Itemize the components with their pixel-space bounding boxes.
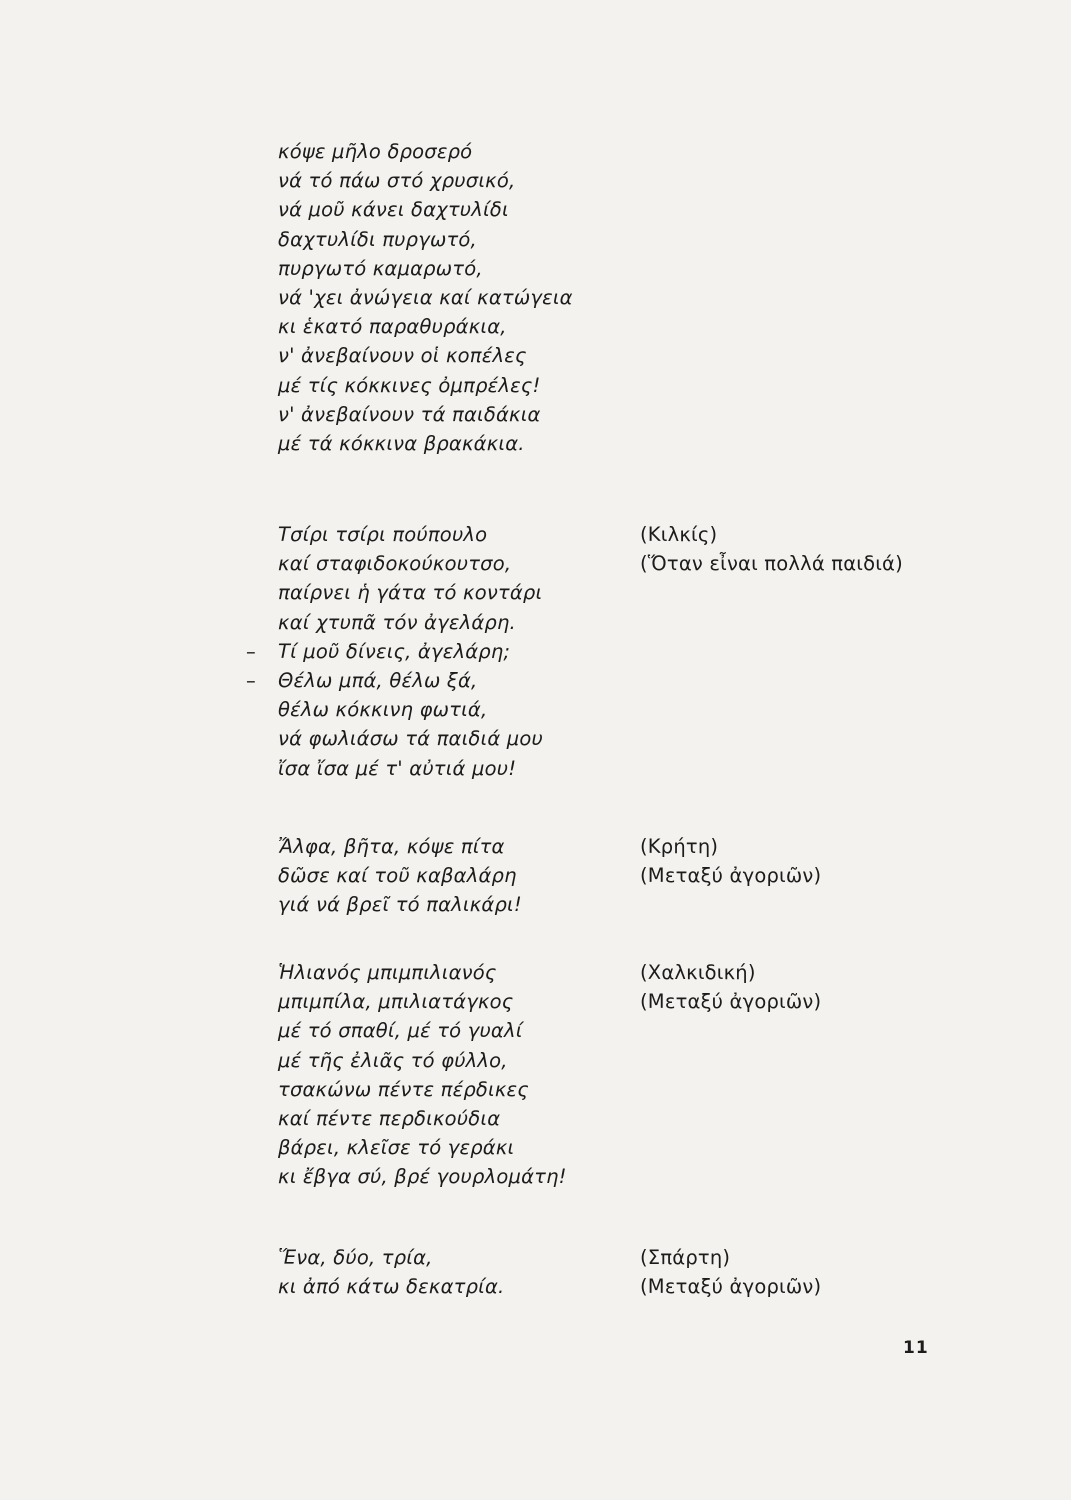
verse-line-dialogue <box>246 637 638 666</box>
verse-block <box>246 520 638 783</box>
verse-line-text: Τί μοῦ δίνεις, ἀγελάρη; <box>278 639 511 663</box>
verse-line: ν' ἀνεβαίνουν τά παιδάκια <box>278 402 541 426</box>
note-region: (Χαλκιδική) <box>640 961 756 984</box>
verse-line: μέ τίς κόκκινες ὀμπρέλες! <box>278 373 541 397</box>
note-context: (Μεταξύ ἀγοριῶν) <box>640 864 822 888</box>
verse-line: Τσίρι τσίρι πούπουλο <box>278 523 488 546</box>
note-context: (Ὅταν εἶναι πολλά παιδιά) <box>640 552 903 576</box>
verse-block <box>278 958 638 1192</box>
note-region: (Κρήτη) <box>640 835 719 858</box>
note-context: (Μεταξύ ἀγοριῶν) <box>640 990 822 1014</box>
verse-line: γιά νά βρεῖ τό παλικάρι! <box>278 893 522 917</box>
verse-line: πυργωτό καμαρωτό, <box>278 256 483 280</box>
verse-line: δῶσε καί τοῦ καβαλάρη <box>278 864 517 888</box>
verse-line: θέλω κόκκινη φωτιά, <box>278 698 488 722</box>
verse-line: μέ τῆς ἐλιᾶς τό φύλλο, <box>278 1048 508 1072</box>
verse-line: Ἡλιανός μπιμπιλιανός <box>278 961 497 984</box>
verse-line: Ἕνα, δύο, τρία, <box>278 1246 433 1269</box>
source-note <box>640 958 900 1016</box>
verse-line: μέ τό σπαθί, μέ τό γυαλί <box>278 1019 523 1043</box>
note-context: (Μεταξύ ἀγοριῶν) <box>640 1275 822 1299</box>
verse-block <box>278 832 638 920</box>
source-note <box>640 520 903 578</box>
verse-line: κόψε μῆλο δροσερό <box>278 140 473 163</box>
page-number: 11 <box>903 1338 929 1358</box>
verse-line: ν' ἀνεβαίνουν οἱ κοπέλες <box>278 344 527 368</box>
verse-line: νά 'χει ἀνώγεια καί κατώγεια <box>278 286 573 310</box>
verse-line-dialogue <box>246 666 638 695</box>
verse-line: καί πέντε περδικούδια <box>278 1107 501 1131</box>
dialogue-dash: – <box>246 669 256 693</box>
verse-line: νά μοῦ κάνει δαχτυλίδι <box>278 198 509 222</box>
verse-block <box>278 137 638 458</box>
verse-line: δαχτυλίδι πυργωτό, <box>278 227 477 251</box>
note-region: (Σπάρτη) <box>640 1246 731 1269</box>
verse-line-text: Θέλω μπά, θέλω ξά, <box>278 669 478 693</box>
verse-block <box>278 1243 638 1301</box>
verse-line: Ἄλφα, βῆτα, κόψε πίτα <box>278 835 505 858</box>
note-region: (Κιλκίς) <box>640 523 718 546</box>
source-note <box>640 1243 900 1301</box>
verse-line: τσακώνω πέντε πέρδικες <box>278 1077 529 1101</box>
verse-line: ἴσα ἴσα μέ τ' αὐτιά μου! <box>278 756 517 780</box>
verse-line: μπιμπίλα, μπιλιατάγκος <box>278 990 514 1014</box>
verse-line: κι ἔβγα σύ, βρέ γουρλομάτη! <box>278 1165 567 1189</box>
dialogue-dash: – <box>246 639 256 663</box>
verse-line: νά φωλιάσω τά παιδιά μου <box>278 727 544 751</box>
verse-line: βάρει, κλεῖσε τό γεράκι <box>278 1136 515 1160</box>
verse-line: μέ τά κόκκινα βρακάκια. <box>278 432 525 456</box>
source-note <box>640 832 900 890</box>
verse-line: παίρνει ἡ γάτα τό κοντάρι <box>278 581 543 605</box>
verse-line: καί σταφιδοκούκουτσο, <box>278 552 512 576</box>
verse-line: καί χτυπᾶ τόν ἀγελάρη. <box>278 610 516 634</box>
verse-line: κι ἑκατό παραθυράκια, <box>278 315 507 339</box>
verse-line: νά τό πάω στό χρυσικό, <box>278 169 516 193</box>
verse-line: κι ἀπό κάτω δεκατρία. <box>278 1275 505 1299</box>
